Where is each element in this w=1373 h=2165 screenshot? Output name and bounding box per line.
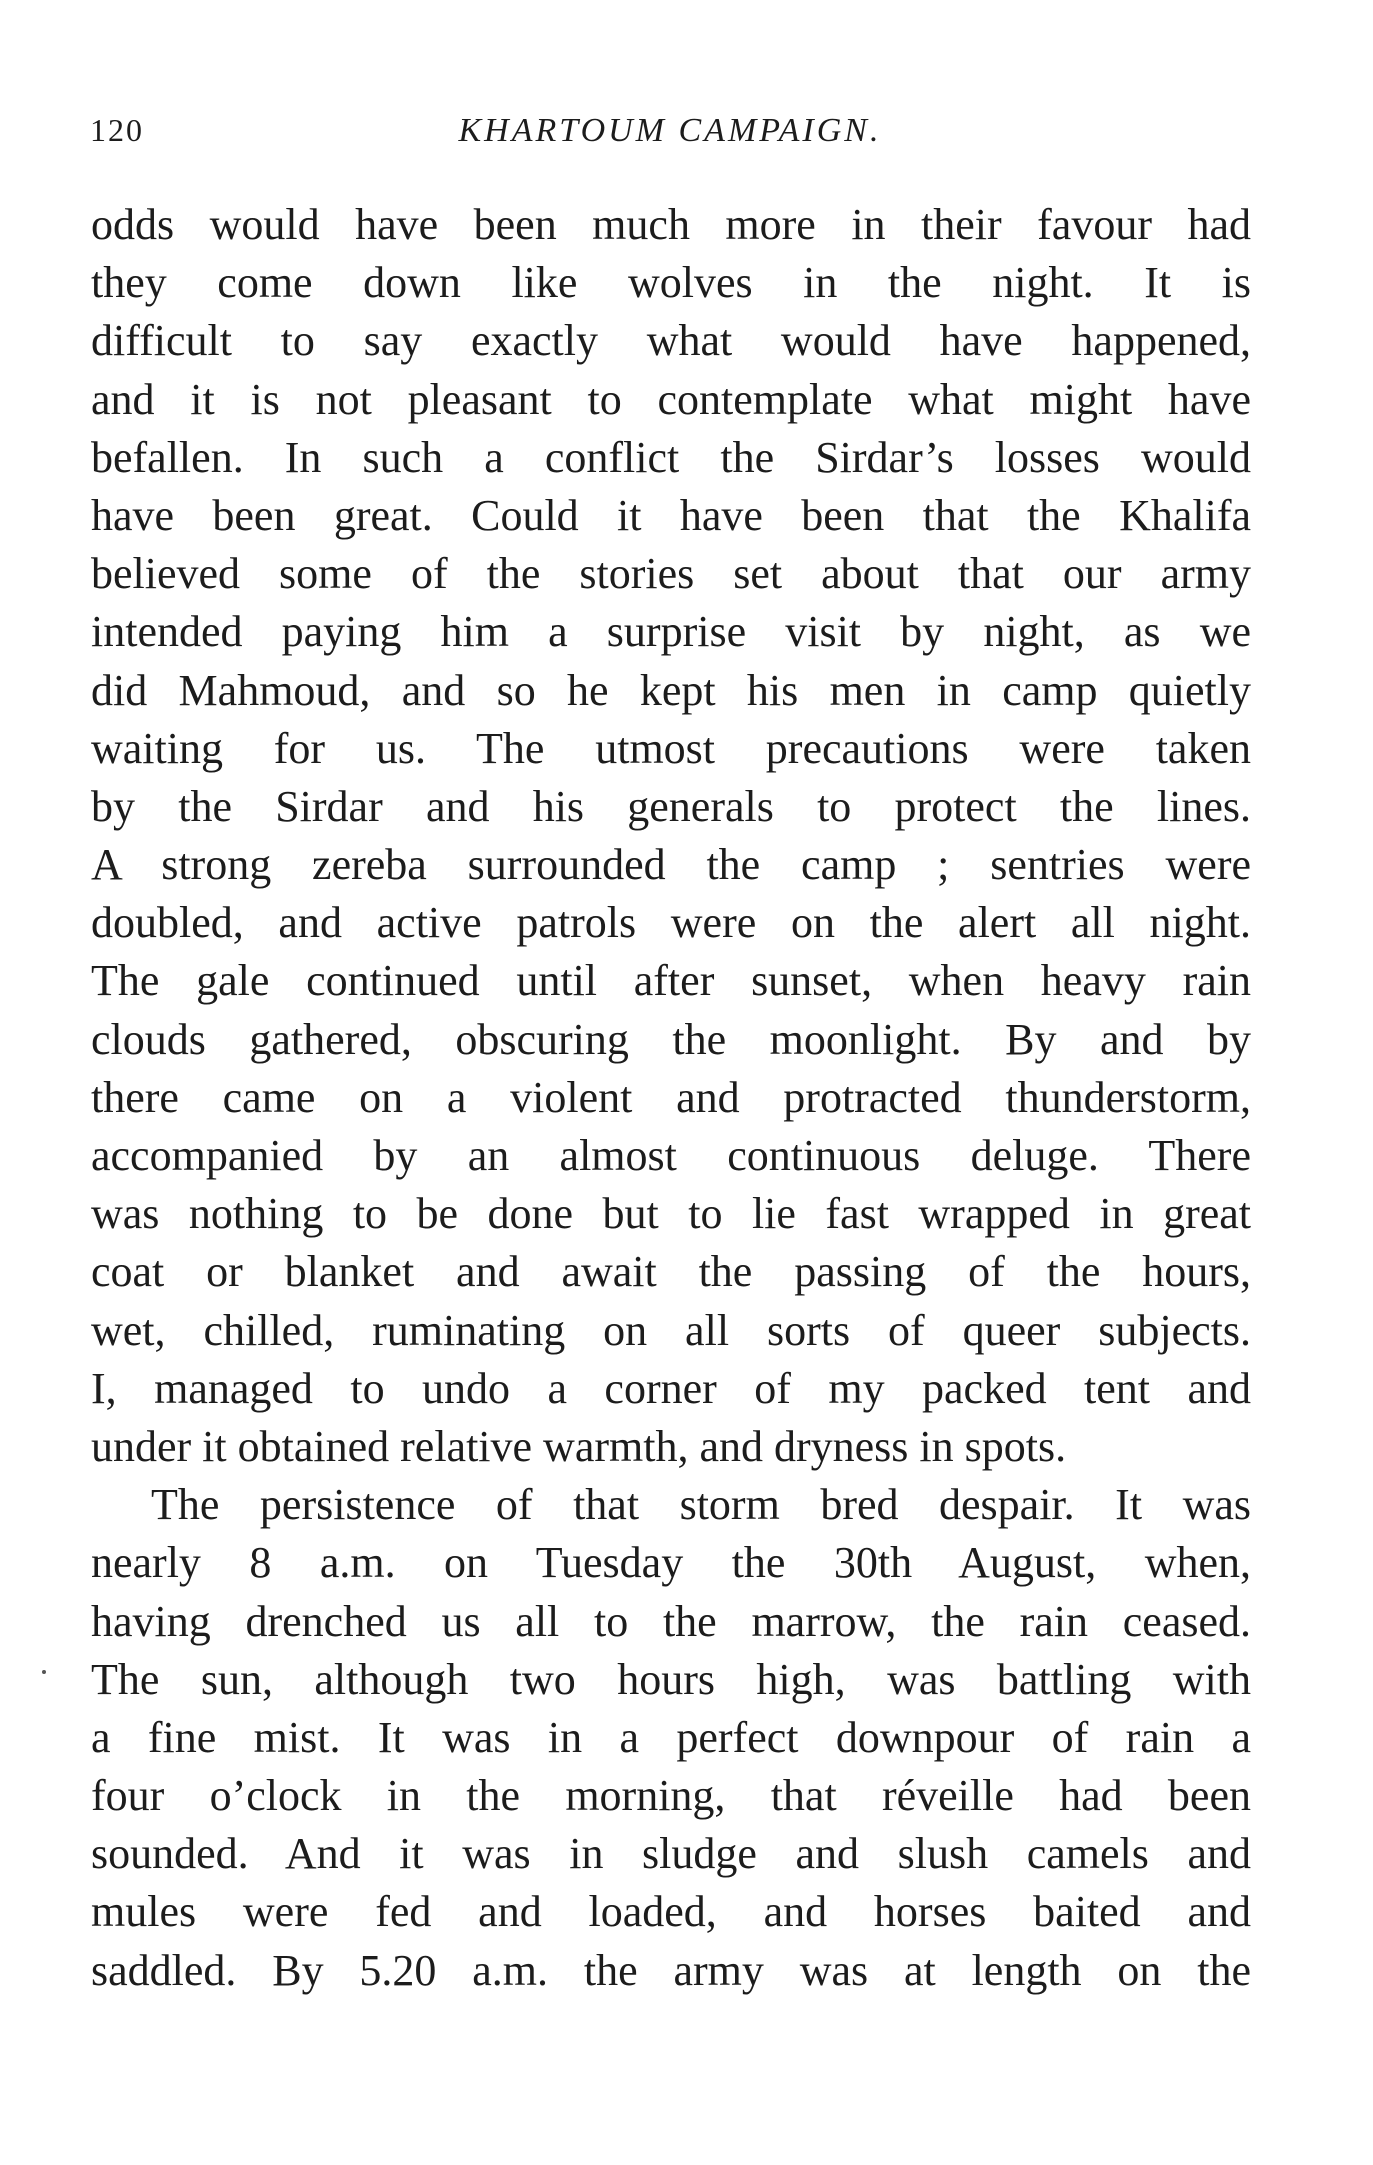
text-line: odds would have been much more in their favour had — [91, 200, 1251, 249]
text-line: The sun, although two hours high, was battling with — [91, 1654, 1251, 1704]
text-line: nearly 8 a.m. on Tuesday the 30th August, when, — [91, 1538, 1251, 1588]
text-line: difficult to say exactly what would have happened, — [91, 316, 1251, 366]
text-line: intended paying him a surprise visit by night, as we — [91, 607, 1251, 657]
text-line: a fine mist. It was in a perfect downpour of rain a — [91, 1712, 1251, 1762]
text-line: was nothing to be done but to lie fast wrapped in great — [91, 1189, 1251, 1239]
page-number: 120 — [90, 112, 144, 148]
body-text — [91, 196, 1251, 2000]
text-line: waiting for us. The utmost precautions were taken — [91, 723, 1251, 773]
text-line: under it obtained relative warmth, and dryness in spots. — [91, 1421, 1067, 1471]
text-line: four o’clock in the morning, that réveille had been — [91, 1771, 1251, 1821]
text-line: they come down like wolves in the night. It is — [91, 258, 1251, 308]
text-line: A strong zereba surrounded the camp ; sentries were — [91, 840, 1251, 890]
text-line: have been great. Could it have been that the Khalifa — [91, 490, 1251, 540]
text-line: by the Sirdar and his generals to protect the lines. — [91, 781, 1251, 831]
text-line: befallen. In such a conflict the Sirdar’s losses would — [91, 432, 1251, 482]
text-line: clouds gathered, obscuring the moonlight. By and by — [91, 1014, 1251, 1064]
text-line: saddled. By 5.20 a.m. the army was at length on the — [91, 1945, 1251, 1995]
print-speck — [42, 1670, 46, 1674]
text-line: The gale continued until after sunset, when heavy rain — [91, 956, 1251, 1006]
text-line: having drenched us all to the marrow, the rain ceased. — [91, 1596, 1251, 1646]
text-line: believed some of the stories set about that our army — [91, 549, 1251, 599]
text-line: and it is not pleasant to contemplate what might have — [91, 374, 1251, 424]
text-line: The persistence of that storm bred despair. It was — [151, 1480, 1251, 1530]
text-line: coat or blanket and await the passing of the hours, — [91, 1247, 1251, 1297]
running-head — [90, 112, 1250, 162]
text-line: I, managed to undo a corner of my packed tent and — [91, 1363, 1251, 1413]
text-line: doubled, and active patrols were on the alert all night. — [91, 898, 1251, 948]
text-line: wet, chilled, ruminating on all sorts of queer subjects. — [91, 1305, 1251, 1355]
text-line: there came on a violent and protracted thunderstorm, — [91, 1072, 1251, 1122]
text-line: sounded. And it was in sludge and slush camels and — [91, 1829, 1251, 1879]
text-line: mules were fed and loaded, and horses baited and — [91, 1887, 1251, 1937]
paragraph — [91, 196, 1251, 1476]
text-line: accompanied by an almost continuous deluge. There — [91, 1131, 1251, 1180]
running-title: KHARTOUM CAMPAIGN. — [458, 112, 882, 149]
text-line: did Mahmoud, and so he kept his men in camp quietly — [91, 665, 1251, 715]
paragraph — [91, 1476, 1251, 2000]
